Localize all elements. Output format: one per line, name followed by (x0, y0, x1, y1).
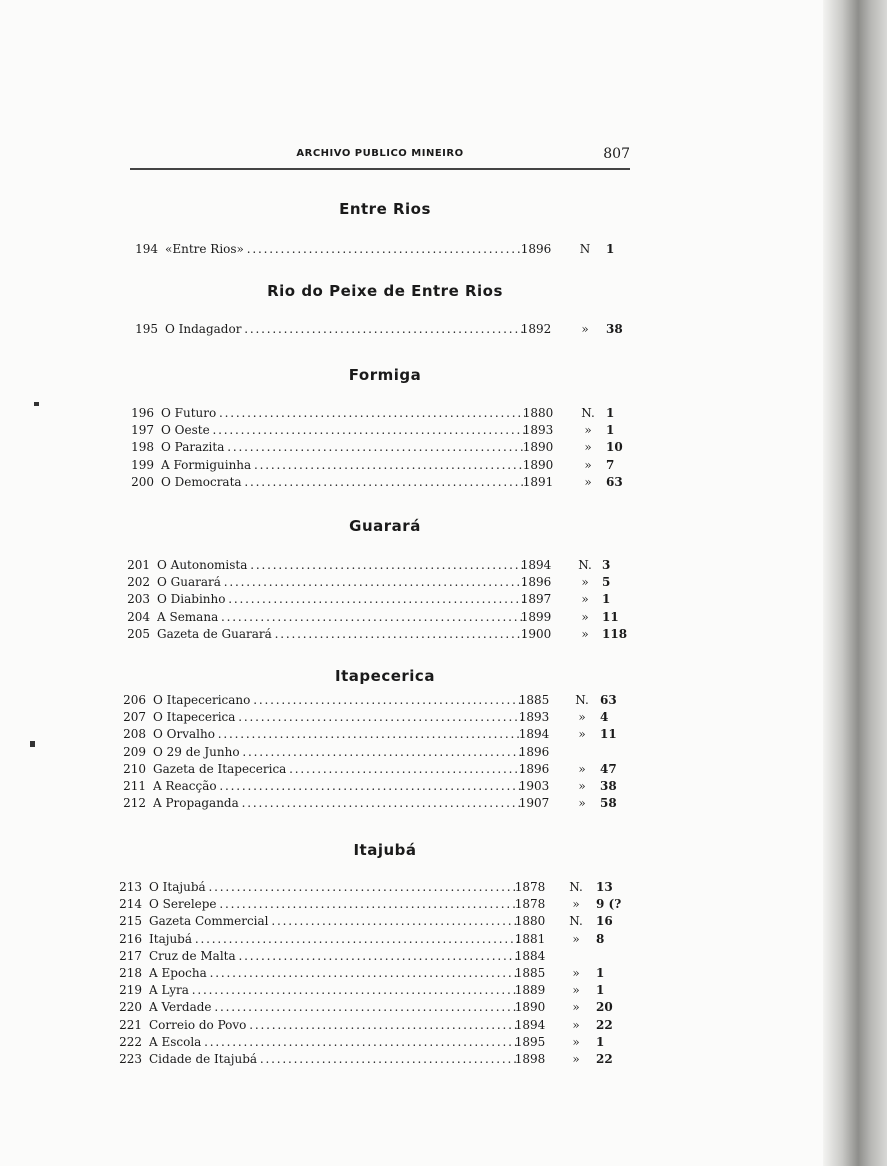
entry-number-mark: » (572, 1017, 580, 1032)
entry-issue-count: 1 (596, 966, 605, 980)
catalog-entry (120, 557, 640, 574)
entry-title: A Semana . . . (157, 609, 525, 626)
entry-title: O Futuro . . . (161, 405, 525, 422)
catalog-entry (120, 591, 640, 608)
entry-title: O Guarará . . . (157, 574, 525, 591)
catalog-entry (112, 965, 632, 982)
entry-number: 215 (119, 914, 142, 929)
entry-issue-count: 118 (602, 626, 628, 641)
catalog-entry (124, 405, 644, 422)
catalog-entry (120, 609, 640, 626)
entry-year: 1894 (518, 727, 550, 742)
entry-number-mark: » (581, 626, 589, 641)
entry-number: 213 (119, 880, 142, 894)
entry-title: A Epocha . . . (149, 965, 519, 982)
entry-number-mark: N (579, 242, 591, 256)
entry-number-mark: » (572, 966, 580, 980)
entry-issue-count: 47 (600, 761, 617, 776)
entry-year: 1885 (514, 966, 546, 980)
catalog-entry (116, 709, 636, 726)
entry-title: A Propaganda . . . (153, 795, 523, 812)
entry-issue-count: 22 (596, 1017, 613, 1032)
entry-number: 202 (127, 575, 150, 590)
catalog-entry (128, 241, 648, 258)
entry-title: O Serelepe . . . (149, 896, 519, 913)
entry-title: O Orvalho . . . (153, 726, 523, 743)
entry-year: 1878 (514, 897, 546, 912)
entry-number: 195 (135, 322, 158, 336)
entry-number-mark: » (584, 423, 592, 438)
ink-speck (30, 741, 35, 747)
entry-year: 1889 (514, 983, 546, 998)
entry-year: 1907 (518, 796, 550, 811)
entry-number: 222 (119, 1034, 142, 1049)
entry-number: 209 (123, 744, 146, 759)
entry-number: 204 (127, 609, 150, 624)
entry-number-mark: » (581, 322, 589, 336)
entry-title: O Parazita . . . (161, 439, 525, 456)
entry-number: 198 (131, 440, 154, 455)
entry-year: 1890 (522, 457, 554, 472)
entry-number-mark: » (578, 779, 586, 793)
entry-title: Itajubá . . . (149, 931, 519, 948)
entry-title: Correio do Povo . . . (149, 1017, 519, 1034)
entry-issue-count: 63 (600, 693, 617, 707)
catalog-entry (124, 474, 644, 491)
entry-number: 197 (131, 423, 154, 438)
entry-title: O Autonomista . . . (157, 557, 525, 574)
entry-year: 1894 (520, 558, 552, 572)
entry-year: 1885 (518, 693, 550, 707)
entry-number: 220 (119, 1000, 142, 1015)
entry-number: 218 (119, 966, 142, 980)
entry-title: O Oeste . . . (161, 422, 525, 439)
entry-year: 1893 (518, 710, 550, 725)
catalog-entry (112, 1017, 632, 1034)
catalog-entry (112, 896, 632, 913)
entry-year: 1899 (520, 609, 552, 624)
entry-year: 1898 (514, 1052, 546, 1066)
entry-number: 201 (127, 558, 150, 572)
entry-title: O Itapecericano . . . (153, 692, 523, 709)
entry-number: 203 (127, 592, 150, 607)
entry-title: O Indagador . . . (165, 321, 525, 338)
entry-number-mark: N. (569, 914, 583, 929)
entry-number: 205 (127, 626, 150, 641)
entry-number-mark: » (581, 575, 589, 590)
catalog-entry (116, 744, 636, 761)
entry-title: O 29 de Junho . . . (153, 744, 523, 761)
entry-issue-count: 1 (606, 406, 615, 420)
entry-number: 217 (119, 948, 142, 963)
entry-issue-count: 1 (606, 242, 615, 256)
entry-title: A Formiguinha . . . (161, 457, 525, 474)
entry-issue-count: 20 (596, 1000, 613, 1015)
entry-number: 199 (131, 457, 154, 472)
entry-title: A Lyra . . . (149, 982, 519, 999)
page-edge-shadow (823, 0, 887, 1166)
entry-year: 1880 (514, 914, 546, 929)
section-title: Formiga (348, 366, 422, 384)
entry-year: 1896 (518, 744, 550, 759)
catalog-entry (116, 726, 636, 743)
entry-number-mark: » (584, 440, 592, 455)
entry-number: 207 (123, 710, 146, 725)
entry-number-mark: » (572, 1034, 580, 1049)
entry-title: A Reacção . . . (153, 778, 523, 795)
section-title: Itapecerica (335, 667, 435, 685)
entry-year: 1878 (514, 880, 546, 894)
catalog-entry (116, 761, 636, 778)
entry-year: 1881 (514, 931, 546, 946)
entry-number-mark: » (578, 761, 586, 776)
entry-issue-count: 1 (596, 1034, 605, 1049)
catalog-entry (120, 626, 640, 643)
entry-year: 1890 (514, 1000, 546, 1015)
catalog-entry (112, 913, 632, 930)
entry-number-mark: » (572, 1000, 580, 1015)
entry-issue-count: 10 (606, 440, 623, 455)
section-title: Guarará (349, 517, 421, 535)
entry-number-mark: N. (581, 406, 595, 420)
entry-number: 194 (135, 242, 158, 256)
entry-title: Gazeta de Itapecerica . . . (153, 761, 523, 778)
entry-title: O Itapecerica . . . (153, 709, 523, 726)
entry-number-mark: » (578, 710, 586, 725)
entry-issue-count: 22 (596, 1052, 613, 1066)
entry-number: 210 (123, 761, 146, 776)
entry-number: 216 (119, 931, 142, 946)
catalog-entry (124, 457, 644, 474)
catalog-entry (116, 692, 636, 709)
entry-issue-count: 7 (606, 457, 615, 472)
catalog-entry (112, 1051, 632, 1068)
catalog-entry (112, 1034, 632, 1051)
entry-number-mark: » (572, 897, 580, 912)
entry-title: Cidade de Itajubá . . . (149, 1051, 519, 1068)
entry-number: 221 (119, 1017, 142, 1032)
entry-year: 1897 (520, 592, 552, 607)
catalog-entry (116, 795, 636, 812)
entry-issue-count: 11 (602, 609, 619, 624)
catalog-entry (128, 321, 648, 338)
entry-title: O Diabinho . . . (157, 591, 525, 608)
entry-number-mark: N. (578, 558, 592, 572)
catalog-entry (124, 439, 644, 456)
entry-title: A Escola . . . (149, 1034, 519, 1051)
entry-number: 219 (119, 983, 142, 998)
entry-number: 212 (123, 796, 146, 811)
entry-number: 223 (119, 1052, 142, 1066)
catalog-entry (124, 422, 644, 439)
entry-issue-count: 8 (596, 931, 605, 946)
catalog-entry (112, 879, 632, 896)
entry-issue-count: 38 (606, 322, 623, 336)
entry-number: 206 (123, 693, 146, 707)
entry-number: 208 (123, 727, 146, 742)
entry-number-mark: » (572, 983, 580, 998)
entry-number: 196 (131, 406, 154, 420)
entry-title: Cruz de Malta . . . (149, 948, 519, 965)
entry-number-mark: » (581, 592, 589, 607)
entry-year: 1896 (520, 242, 552, 256)
entry-title: O Democrata . . . (161, 474, 525, 491)
entry-year: 1892 (520, 322, 552, 336)
entry-number: 211 (123, 779, 146, 793)
entry-number-mark: » (584, 457, 592, 472)
entry-year: 1900 (520, 626, 552, 641)
entry-number: 214 (119, 897, 142, 912)
catalog-entry (112, 982, 632, 999)
entry-issue-count: 11 (600, 727, 617, 742)
entry-year: 1891 (522, 474, 554, 489)
entry-number-mark: N. (575, 693, 589, 707)
entry-issue-count: 9 (? (596, 897, 622, 912)
entry-issue-count: 16 (596, 914, 613, 929)
entry-issue-count: 3 (602, 558, 611, 572)
page-number: 807 (603, 146, 630, 162)
entry-number-mark: » (584, 474, 592, 489)
entry-number-mark: N. (569, 880, 583, 894)
entry-issue-count: 13 (596, 880, 613, 894)
entry-year: 1884 (514, 948, 546, 963)
entry-issue-count: 38 (600, 779, 617, 793)
entry-year: 1896 (520, 575, 552, 590)
entry-issue-count: 63 (606, 474, 623, 489)
entry-number-mark: » (581, 609, 589, 624)
entry-number-mark: » (572, 1052, 580, 1066)
entry-issue-count: 1 (596, 983, 605, 998)
entry-title: O Itajubá . . . (149, 879, 519, 896)
catalog-entry (116, 778, 636, 795)
entry-title: «Entre Rios» . . . (165, 241, 525, 258)
entry-title: Gazeta Commercial . . . (149, 913, 519, 930)
catalog-entry (112, 999, 632, 1016)
entry-number-mark: » (572, 931, 580, 946)
catalog-entry (112, 931, 632, 948)
entry-issue-count: 5 (602, 575, 611, 590)
entry-title: A Verdade . . . (149, 999, 519, 1016)
entry-year: 1894 (514, 1017, 546, 1032)
entry-number-mark: » (578, 727, 586, 742)
section-title: Rio do Peixe de Entre Rios (267, 282, 503, 300)
entry-issue-count: 4 (600, 710, 609, 725)
entry-year: 1903 (518, 779, 550, 793)
entry-issue-count: 58 (600, 796, 617, 811)
entry-year: 1895 (514, 1034, 546, 1049)
header-title: ARCHIVO PUBLICO MINEIRO (296, 148, 464, 159)
section-title: Itajubá (353, 841, 417, 859)
section-title: Entre Rios (339, 200, 431, 218)
entry-year: 1890 (522, 440, 554, 455)
entry-year: 1896 (518, 761, 550, 776)
entry-year: 1880 (522, 406, 554, 420)
entry-number-mark: » (578, 796, 586, 811)
entry-title: Gazeta de Guarará . . . (157, 626, 525, 643)
entry-number: 200 (131, 474, 154, 489)
ink-speck (34, 402, 39, 406)
entry-issue-count: 1 (602, 592, 611, 607)
entry-year: 1893 (522, 423, 554, 438)
catalog-entry (112, 948, 632, 965)
running-header (130, 146, 630, 170)
catalog-entry (120, 574, 640, 591)
entry-issue-count: 1 (606, 423, 615, 438)
